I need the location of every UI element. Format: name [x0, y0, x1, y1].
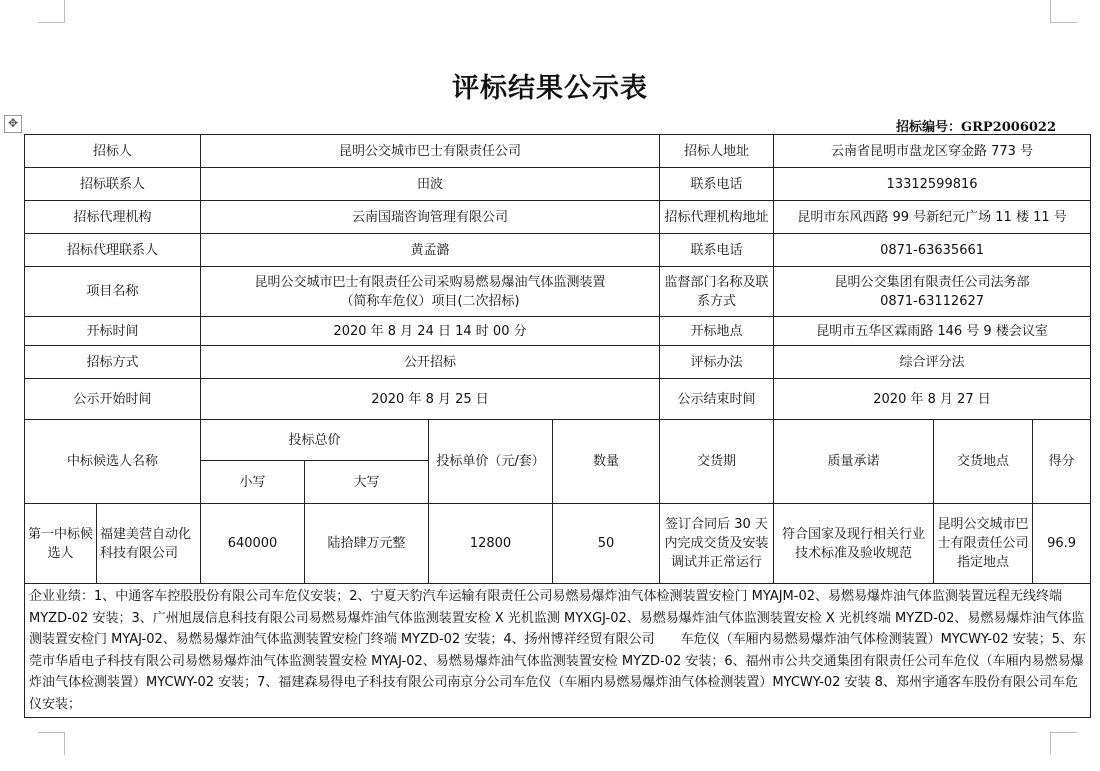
header-delivery-period: 交货期: [660, 420, 774, 504]
bid-number-label: 招标编号：: [895, 120, 961, 135]
bid-number-value: GRP2006022: [961, 120, 1056, 135]
project-name-value: [201, 267, 660, 317]
tender-phone-label: 联系电话: [660, 168, 774, 201]
supervision-name: 昆明公交集团有限责任公司法务部: [834, 274, 1030, 290]
publish-end-value: 2020 年 8 月 27 日: [774, 379, 1091, 420]
header-quality: 质量承诺: [774, 420, 934, 504]
tenderer-value: 昆明公交城市巴士有限责任公司: [201, 135, 660, 168]
table-row: [25, 504, 1091, 584]
tenderer-address-label: 招标人地址: [660, 135, 774, 168]
agency-phone-value: 0871-63635661: [774, 234, 1091, 267]
candidate-delivery-period: 签订合同后 30 天内完成交货及安装调试并正常运行: [660, 504, 774, 584]
enterprise-performance: 企业业绩：1、中通客车控股股份有限公司车危仪安装；2、宁夏天豹汽车运输有限责任公司易燃易爆炸油气体检测装置安检门 MYAJM-02、易燃易爆炸油气体监测装置远程无线终端 MYZD-02 安装；3、广州旭晟信息科技有限公司易燃易爆炸油气体监测装置安检 X 光机监测 MYXGJ-02、易燃易爆炸油气体监测装置安检 X 光机终端 MYZD-02、易燃易爆炸油气体监测装置安检门 MYAJ-02、易燃易爆炸油气体监测装置安检门终端 MYZD-02 安装；4、扬州博祥经贸有限公司 车危仪（车厢内易燃易爆炸油气体检测装置）MYCWY-02 安装；5、东莞市华盾电子科技有限公司易燃易爆炸油气体监测装置安检 MYAJ-02、易燃易爆炸油气体监测装置安检 MYZD-02 安装；6、福州市公共交通集团有限责任公司车危仪（车厢内易燃易爆炸油气体检测装置）MYCWY-02 安装；7、福建森易得电子科技有限公司南京分公司车危仪（车厢内易燃易爆炸油气体检测装置）MYCWY-02 安装 8、郑州宇通客车股份有限公司车危仪安装；: [25, 584, 1091, 718]
header-candidate-name: 中标候选人名称: [25, 420, 201, 504]
publish-start-label: 公示开始时间: [25, 379, 201, 420]
agency-address-value: 昆明市东风西路 99 号新纪元广场 11 楼 11 号: [774, 201, 1091, 234]
header-lowercase: 小写: [201, 461, 305, 504]
project-name-label: 项目名称: [25, 267, 201, 317]
candidate-delivery-place: 昆明公交城市巴士有限责任公司指定地点: [934, 504, 1033, 584]
supervision-label: 监督部门名称及联系方式: [660, 267, 774, 317]
candidate-name: 福建美营自动化科技有限公司: [97, 504, 201, 584]
header-unit-price: 投标单价（元/套）: [429, 420, 553, 504]
agency-value: 云南国瑞咨询管理有限公司: [201, 201, 660, 234]
evaluation-method-value: 综合评分法: [774, 346, 1091, 379]
project-name-line2: （简称车危仪）项目(二次招标): [340, 293, 520, 309]
page-corner-mark: [38, 0, 65, 23]
evaluation-method-label: 评标办法: [660, 346, 774, 379]
tender-contact-value: 田波: [201, 168, 660, 201]
header-uppercase: 大写: [305, 461, 429, 504]
agency-contact-value: 黄孟潞: [201, 234, 660, 267]
page-corner-mark: [38, 732, 65, 755]
candidate-price-upper: 陆拾肆万元整: [305, 504, 429, 584]
candidate-unit-price: 12800: [429, 504, 553, 584]
candidate-price-lower: 640000: [201, 504, 305, 584]
open-time-label: 开标时间: [25, 317, 201, 346]
agency-label: 招标代理机构: [25, 201, 201, 234]
publish-end-label: 公示结束时间: [660, 379, 774, 420]
header-score: 得分: [1033, 420, 1091, 504]
agency-address-label: 招标代理机构地址: [660, 201, 774, 234]
supervision-phone: 0871-63112627: [880, 293, 985, 309]
tenderer-label: 招标人: [25, 135, 201, 168]
header-quantity: 数量: [553, 420, 660, 504]
candidate-quality: 符合国家及现行相关行业技术标准及验收规范: [774, 504, 934, 584]
tenderer-address-value: 云南省昆明市盘龙区穿金路 773 号: [774, 135, 1091, 168]
evaluation-result-table: [24, 134, 1091, 718]
tender-method-value: 公开招标: [201, 346, 660, 379]
candidate-quantity: 50: [553, 504, 660, 584]
tender-contact-label: 招标联系人: [25, 168, 201, 201]
open-place-value: 昆明市五华区霖雨路 146 号 9 楼会议室: [774, 317, 1091, 346]
page-corner-mark: [1050, 732, 1077, 755]
agency-contact-label: 招标代理联系人: [25, 234, 201, 267]
supervision-value: [774, 267, 1091, 317]
bid-number: [880, 116, 1056, 135]
agency-phone-label: 联系电话: [660, 234, 774, 267]
tender-phone-value: 13312599816: [774, 168, 1091, 201]
candidate-rank: 第一中标候选人: [25, 504, 97, 584]
table-move-handle-icon[interactable]: ✥: [4, 115, 22, 133]
header-delivery-place: 交货地点: [934, 420, 1033, 504]
publish-start-value: 2020 年 8 月 25 日: [201, 379, 660, 420]
open-place-label: 开标地点: [660, 317, 774, 346]
candidate-score: 96.9: [1033, 504, 1091, 584]
header-total-price: 投标总价: [201, 420, 429, 461]
page-corner-mark: [1050, 0, 1077, 23]
page-title: 评标结果公示表: [452, 73, 648, 104]
project-name-line1: 昆明公交城市巴士有限责任公司采购易燃易爆油气体监测装置: [254, 274, 606, 290]
open-time-value: 2020 年 8 月 24 日 14 时 00 分: [201, 317, 660, 346]
tender-method-label: 招标方式: [25, 346, 201, 379]
